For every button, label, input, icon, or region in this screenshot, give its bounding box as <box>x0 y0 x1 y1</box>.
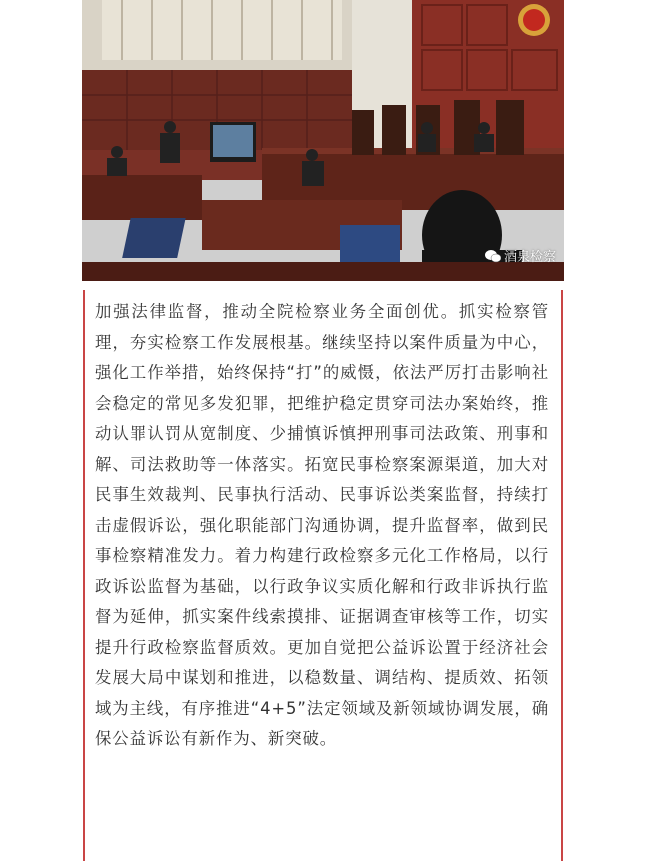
article-body <box>83 290 563 861</box>
article-paragraph: 加强法律监督，推动全院检察业务全面创优。抓实检察管理，夯实检察工作发展根基。继续坚持以案件质量为中心，强化工作举措，始终保持“打”的威慑，依法严厉打击影响社会稳定的常见多发犯罪，把维护稳定贯穿司法办案始终，推动认罪认罚从宽制度、少捕慎诉慎押刑事司法政策、刑事和解、司法救助等一体落实。拓宽民事检察案源渠道，加大对民事生效裁判、民事执行活动、民事诉讼类案监督，持续打击虚假诉讼，强化职能部门沟通协调，提升监督率，做到民事检察精准发力。着力构建行政检察多元化工作格局，以行政诉讼监督为基础，以行政争议实质化解和行政非诉执行监督为延伸，抓实案件线索摸排、证据调查审核等工作，切实提升行政检察监督质效。更加自觉把公益诉讼置于经济社会发展大局中谋划和推进，以稳数量、调结构、提质效、拓领域为主线，有序推进“4+5”法定领域及新领域协调发展，确保公益诉讼有新作为、新突破。 <box>95 302 549 748</box>
courtroom-illustration <box>82 0 564 281</box>
courtroom-photo <box>82 0 564 281</box>
wechat-icon <box>485 249 501 263</box>
watermark-text: 酒泉检察 <box>503 250 556 265</box>
watermark <box>485 246 556 265</box>
